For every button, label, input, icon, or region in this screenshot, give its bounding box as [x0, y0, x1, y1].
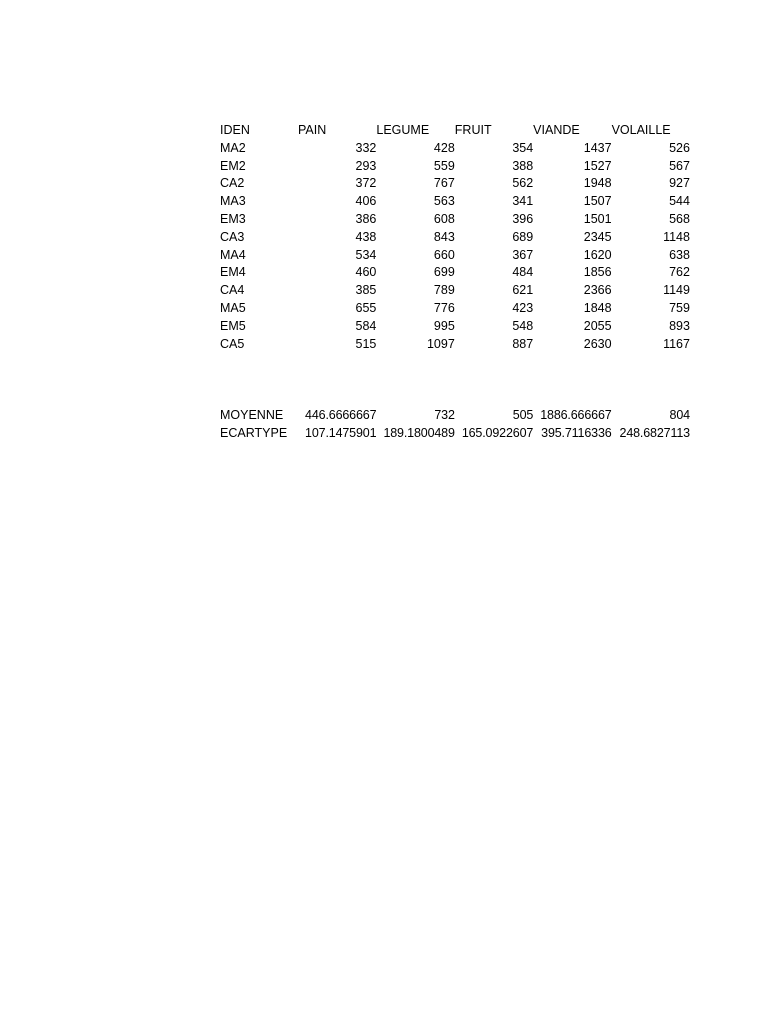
- value-cell: 655: [355, 300, 377, 315]
- row-label-cell: MA4: [220, 247, 246, 262]
- value-cell: 689: [512, 229, 534, 244]
- value-cell: 534: [355, 247, 377, 262]
- value-cell: 1148: [663, 229, 690, 244]
- value-cell: 2055: [583, 318, 612, 333]
- value-cell: 562: [512, 176, 534, 191]
- value-cell: 396: [512, 211, 534, 226]
- row-label-cell: EM5: [220, 318, 246, 333]
- row-label-cell: ECARTYPE: [220, 425, 288, 440]
- header-cell: IDEN: [220, 123, 250, 137]
- value-cell: 505: [512, 407, 534, 422]
- value-cell: 759: [669, 300, 690, 315]
- value-cell: 762: [669, 265, 690, 280]
- value-cell: 568: [669, 211, 690, 226]
- row-label-cell: MA3: [220, 194, 246, 209]
- value-cell: 1149: [663, 283, 690, 298]
- value-cell: 1948: [583, 176, 612, 191]
- value-cell: 248.6827113: [619, 425, 690, 440]
- stat-row: [220, 407, 700, 425]
- value-cell: 354: [512, 140, 534, 155]
- value-cell: 423: [512, 300, 534, 315]
- value-cell: 608: [433, 211, 455, 226]
- table-row: [220, 318, 700, 336]
- value-cell: 767: [433, 176, 455, 191]
- value-cell: 385: [355, 283, 377, 298]
- table-row: [220, 282, 700, 300]
- value-cell: 460: [355, 265, 377, 280]
- row-label-cell: CA2: [220, 176, 245, 191]
- table-row: [220, 193, 700, 211]
- value-cell: 544: [669, 194, 690, 209]
- value-cell: 428: [433, 140, 455, 155]
- value-cell: 367: [512, 247, 534, 262]
- value-cell: 699: [433, 265, 455, 280]
- stat-rows: [220, 407, 700, 443]
- value-cell: 893: [669, 318, 690, 333]
- value-cell: 293: [355, 158, 377, 173]
- value-cell: 515: [355, 336, 377, 351]
- value-cell: 843: [433, 229, 455, 244]
- value-cell: 107.1475901: [305, 425, 377, 440]
- table-row: [220, 336, 700, 354]
- value-cell: 526: [669, 140, 690, 155]
- value-cell: 887: [512, 336, 534, 351]
- value-cell: 1507: [583, 194, 612, 209]
- value-cell: 1501: [583, 211, 612, 226]
- row-label-cell: MA2: [220, 140, 246, 155]
- value-cell: 189.1800489: [383, 425, 455, 440]
- value-cell: 1097: [426, 336, 455, 351]
- value-cell: 332: [355, 140, 377, 155]
- value-cell: 548: [512, 318, 534, 333]
- table-row: [220, 300, 700, 318]
- table-row: [220, 175, 700, 193]
- value-cell: 484: [512, 265, 534, 280]
- header-row: [220, 122, 700, 140]
- value-cell: 1886.666667: [540, 407, 612, 422]
- value-cell: 559: [433, 158, 455, 173]
- value-cell: 638: [669, 247, 690, 262]
- row-label-cell: CA5: [220, 336, 245, 351]
- row-label-cell: MA5: [220, 300, 246, 315]
- value-cell: 584: [355, 318, 377, 333]
- value-cell: 388: [512, 158, 534, 173]
- stat-row: [220, 425, 700, 443]
- value-cell: 2366: [583, 283, 612, 298]
- value-cell: 2345: [583, 229, 612, 244]
- header-cell: LEGUME: [376, 123, 430, 137]
- value-cell: 660: [433, 247, 455, 262]
- data-rows: [220, 140, 700, 354]
- header-cell: PAIN: [298, 123, 327, 137]
- value-cell: 386: [355, 211, 377, 226]
- value-cell: 1437: [583, 140, 612, 155]
- value-cell: 2630: [583, 336, 612, 351]
- table-row: [220, 211, 700, 229]
- value-cell: 804: [669, 407, 690, 422]
- value-cell: 563: [433, 194, 455, 209]
- value-cell: 995: [433, 318, 455, 333]
- header-cell: FRUIT: [454, 123, 492, 137]
- value-cell: 732: [434, 407, 455, 422]
- table-row: [220, 264, 700, 282]
- value-cell: 446.6666667: [305, 407, 377, 422]
- value-cell: 927: [669, 176, 690, 191]
- value-cell: 1620: [583, 247, 612, 262]
- value-cell: 406: [355, 194, 377, 209]
- value-cell: 1856: [583, 265, 612, 280]
- value-cell: 1848: [583, 300, 612, 315]
- table-row: [220, 247, 700, 265]
- row-label-cell: EM2: [220, 158, 246, 173]
- header-cell: VOLAILLE: [611, 123, 671, 137]
- spreadsheet: [220, 122, 700, 442]
- table-row: [220, 140, 700, 158]
- row-label-cell: EM3: [220, 211, 246, 226]
- table-row: [220, 229, 700, 247]
- value-cell: 438: [355, 229, 377, 244]
- value-cell: 395.7116336: [541, 425, 612, 440]
- row-label-cell: EM4: [220, 265, 246, 280]
- row-label-cell: MOYENNE: [220, 407, 284, 422]
- value-cell: 372: [355, 176, 377, 191]
- row-label-cell: CA4: [220, 283, 245, 298]
- value-cell: 776: [433, 300, 455, 315]
- value-cell: 621: [512, 283, 534, 298]
- header-cell: VIANDE: [533, 123, 580, 137]
- value-cell: 1167: [663, 336, 690, 351]
- value-cell: 567: [669, 158, 690, 173]
- value-cell: 789: [433, 283, 455, 298]
- value-cell: 341: [512, 194, 534, 209]
- table-row: [220, 158, 700, 176]
- spacer: [220, 353, 700, 406]
- row-label-cell: CA3: [220, 229, 245, 244]
- value-cell: 1527: [583, 158, 612, 173]
- value-cell: 165.0922607: [461, 425, 534, 440]
